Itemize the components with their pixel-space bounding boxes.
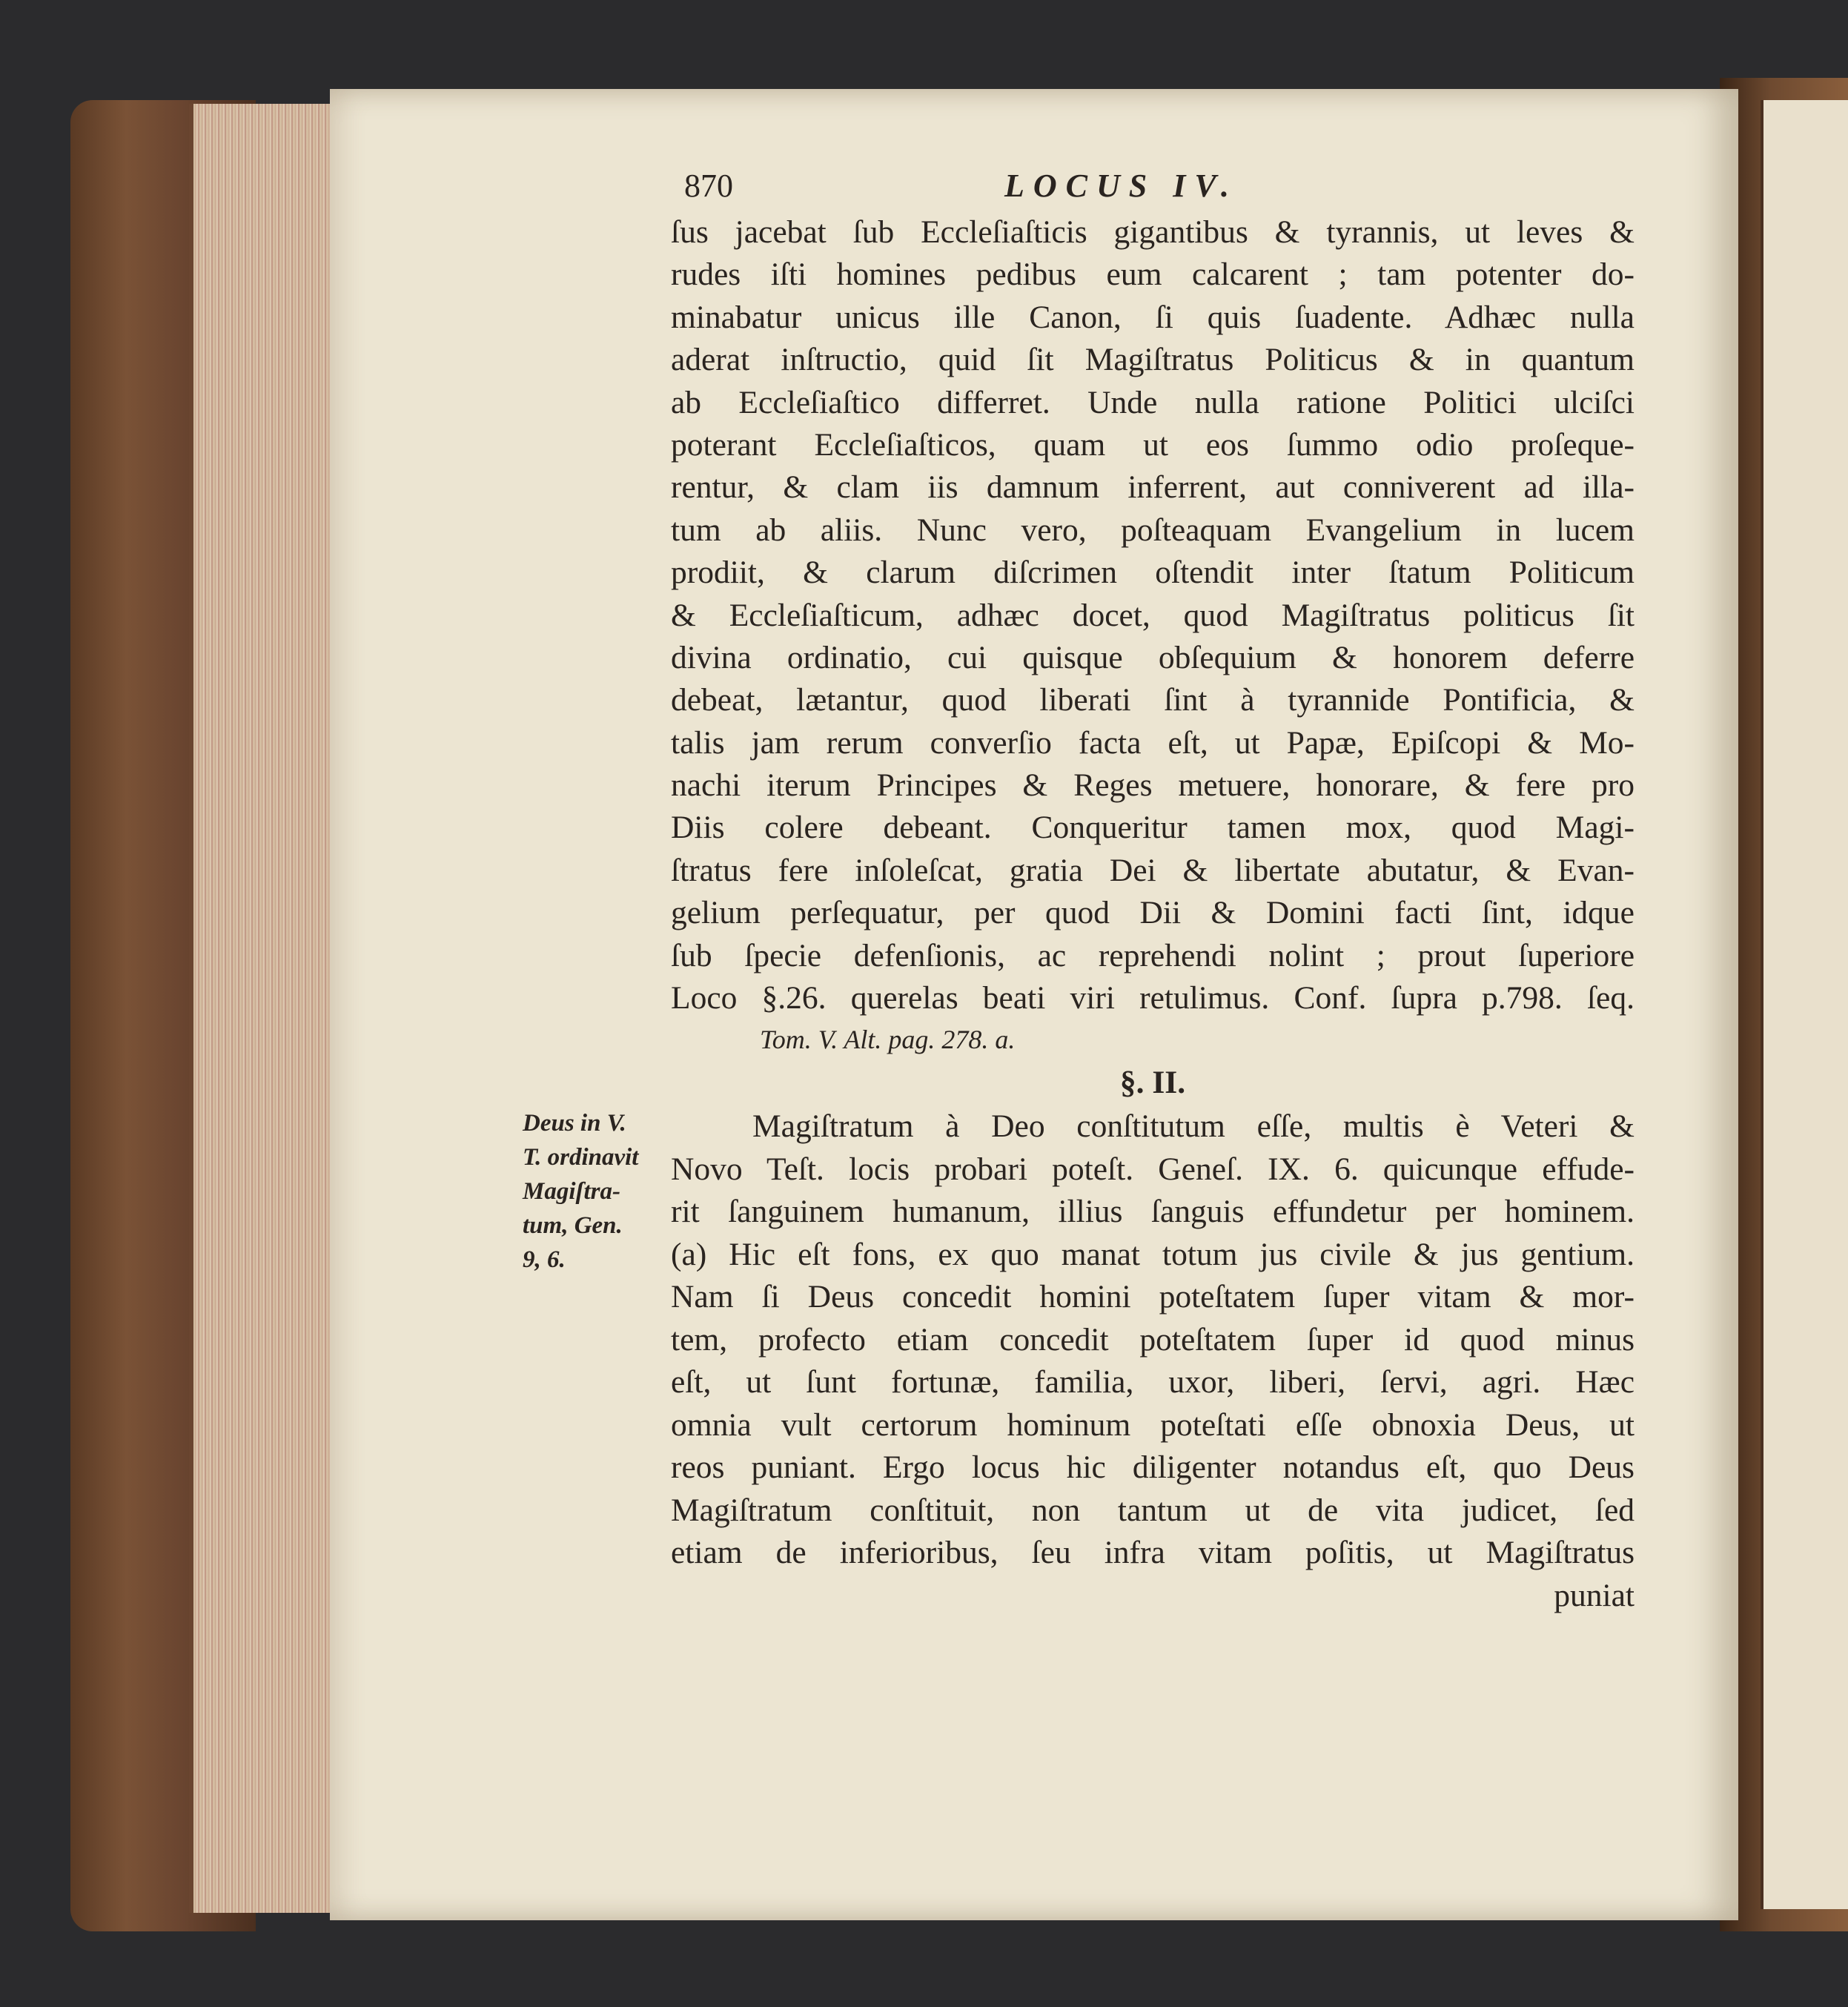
text-line: aderat inſtructio, quid ſit Magiſtratus Politicus & in quantum	[671, 342, 1635, 378]
text-line: debeat, lætantur, quod liberati ſint à tyrannide Pontificia, &	[671, 682, 1635, 718]
footnote-reference: Tom. V. Alt. pag. 278. a.	[760, 1025, 1016, 1055]
running-title: LOCUS IV.	[1004, 168, 1239, 204]
text-line: reos puniant. Ergo locus hic diligenter notandus eſt, quo Deus	[671, 1449, 1635, 1486]
text-line: etiam de inferioribus, ſeu infra vitam poſitis, ut Magiſtratus	[671, 1535, 1635, 1571]
text-line: Loco §.26. querelas beati viri retulimus. Conf. ſupra p.798. ſeq.	[671, 980, 1635, 1016]
text-line: Nam ſi Deus concedit homini poteſtatem ſuper vitam & mor-	[671, 1279, 1635, 1315]
text-line: eſt, ut ſunt fortunæ, familia, uxor, liberi, ſervi, agri. Hæc	[671, 1364, 1635, 1401]
text-line: & Eccleſiaſticum, adhæc docet, quod Magiſtratus politicus ſit	[671, 597, 1635, 633]
text-line: rentur, & clam iis damnum inferrent, aut conniverent ad illa-	[671, 469, 1635, 506]
margin-note-line: 9, 6.	[523, 1246, 566, 1273]
text-line: minabatur unicus ille Canon, ſi quis ſuadente. Adhæc nulla	[671, 299, 1635, 335]
text-block	[671, 167, 1635, 1617]
text-line: ab Eccleſiaſtico differret. Unde nulla ratione Politici ulciſci	[671, 384, 1635, 420]
text-line: talis jam rerum converſio facta eſt, ut Papæ, Epiſcopi & Mo-	[671, 724, 1635, 761]
text-line: Magiſtratum conſtituit, non tantum ut de vita judicet, ſed	[671, 1492, 1635, 1528]
text-line: omnia vult certorum hominum poteſtati eſſe obnoxia Deus, ut	[671, 1406, 1635, 1443]
text-line: ſub ſpecie defenſionis, ac reprehendi nolint ; prout ſuperiore	[671, 937, 1635, 973]
page-edges-left	[189, 104, 342, 1913]
paragraph-1	[671, 211, 1635, 1019]
page-header	[671, 167, 1635, 211]
catchword: puniat	[1554, 1577, 1635, 1613]
text-line: divina ordinatio, cui quisque obſequium & honorem deferre	[671, 639, 1635, 675]
section-heading: §. II.	[1119, 1065, 1186, 1101]
margin-note-line: Deus in V.	[523, 1110, 626, 1137]
text-line: ſus jacebat ſub Eccleſiaſticis gigantibus & tyrannis, ut leves &	[671, 214, 1635, 250]
facing-page-edge	[1761, 100, 1848, 1909]
text-line: Diis colere debeant. Conqueritur tamen mox, quod Magi-	[671, 810, 1635, 846]
page-number: 870	[684, 168, 733, 204]
text-line: rudes iſti homines pedibus eum calcarent ; tam potenter do-	[671, 257, 1635, 293]
margin-note-line: T. ordinavit	[523, 1144, 639, 1171]
text-line: tem, profecto etiam concedit poteſtatem ſuper id quod minus	[671, 1321, 1635, 1358]
text-line: prodiit, & clarum diſcrimen oſtendit inter ſtatum Politicum	[671, 555, 1635, 591]
margin-note	[523, 1106, 671, 1277]
text-line: Novo Teſt. locis probari poteſt. Geneſ. IX. 6. quicunque effude-	[671, 1151, 1635, 1187]
text-line: rit ſanguinem humanum, illius ſanguis effundetur per hominem.	[671, 1194, 1635, 1230]
text-line: nachi iterum Principes & Reges metuere, honorare, & fere pro	[671, 767, 1635, 804]
margin-note-line: tum, Gen.	[523, 1212, 623, 1239]
paragraph-2	[671, 1105, 1635, 1617]
text-line: tum ab aliis. Nunc vero, poſteaquam Evangelium in lucem	[671, 512, 1635, 548]
text-line: Magiſtratum à Deo conſtitutum eſſe, multis è Veteri &	[752, 1108, 1635, 1145]
text-line: ſtratus fere inſoleſcat, gratia Dei & libertate abutatur, & Evan-	[671, 852, 1635, 888]
margin-note-line: Magiſtra-	[523, 1178, 620, 1205]
text-line: poterant Eccleſiaſticos, quam ut eos ſummo odio proſeque-	[671, 426, 1635, 463]
text-line: (a) Hic eſt fons, ex quo manat totum jus civile & jus gentium.	[671, 1236, 1635, 1272]
text-line: gelium perſequatur, per quod Dii & Domini facti ſint, idque	[671, 895, 1635, 931]
